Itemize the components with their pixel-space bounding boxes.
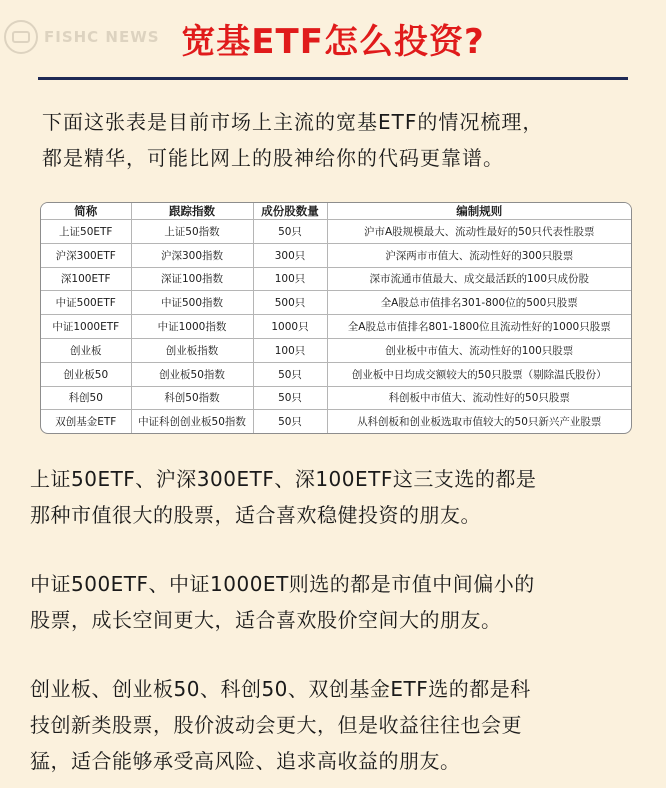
cell-tracking-index: 创业板指数 <box>131 338 253 362</box>
paragraph-line: 那种市值很大的股票，适合喜欢稳健投资的朋友。 <box>30 503 481 527</box>
header-tracking-index: 跟踪指数 <box>131 203 253 220</box>
cell-short-name: 沪深300ETF <box>41 243 131 267</box>
cell-constituent-count: 50只 <box>253 386 327 410</box>
cell-constituent-count: 50只 <box>253 220 327 244</box>
table-row <box>41 410 631 433</box>
paragraph-line: 技创新类股票，股价波动会更大，但是收益往往也会更 <box>30 713 522 737</box>
table-header-row <box>41 203 631 220</box>
cell-short-name: 创业板50 <box>41 362 131 386</box>
cell-constituent-count: 500只 <box>253 291 327 315</box>
cell-tracking-index: 上证50指数 <box>131 220 253 244</box>
cell-tracking-index: 中证科创创业板50指数 <box>131 410 253 433</box>
intro-text <box>42 104 632 176</box>
cell-tracking-index: 深证100指数 <box>131 267 253 291</box>
cell-tracking-index: 中证500指数 <box>131 291 253 315</box>
cell-short-name: 上证50ETF <box>41 220 131 244</box>
cell-short-name: 科创50 <box>41 386 131 410</box>
table-row <box>41 362 631 386</box>
header-compilation-rules: 编制规则 <box>327 203 631 220</box>
etf-table <box>40 202 632 434</box>
table-row <box>41 291 631 315</box>
cell-compilation-rule: 全A股总市值排名301-800位的500只股票 <box>327 291 631 315</box>
paragraph-line: 创业板、创业板50、科创50、双创基金ETF选的都是科 <box>30 677 531 701</box>
cell-compilation-rule: 从科创板和创业板选取市值较大的50只新兴产业股票 <box>327 410 631 433</box>
watermark-text: FISHC NEWS <box>44 28 160 46</box>
paragraph-line: 上证50ETF、沪深300ETF、深100ETF这三支选的都是 <box>30 467 537 491</box>
cell-short-name: 深100ETF <box>41 267 131 291</box>
paragraph-line: 猛，适合能够承受高风险、追求高收益的朋友。 <box>30 749 461 773</box>
cell-tracking-index: 创业板50指数 <box>131 362 253 386</box>
cell-constituent-count: 300只 <box>253 243 327 267</box>
paragraph-line: 中证500ETF、中证1000ET则选的都是市值中间偏小的 <box>30 572 535 596</box>
cell-compilation-rule: 沪深两市市值大、流动性好的300只股票 <box>327 243 631 267</box>
header-constituent-count: 成份股数量 <box>253 203 327 220</box>
page-title: 宽基ETF怎么投资? <box>181 22 485 62</box>
cell-tracking-index: 中证1000指数 <box>131 315 253 339</box>
cell-compilation-rule: 全A股总市值排名801-1800位且流动性好的1000只股票 <box>327 315 631 339</box>
cell-compilation-rule: 科创板中市值大、流动性好的50只股票 <box>327 386 631 410</box>
cell-constituent-count: 50只 <box>253 410 327 433</box>
paragraph-line: 股票，成长空间更大，适合喜欢股价空间大的朋友。 <box>30 608 502 632</box>
table-row <box>41 386 631 410</box>
cell-tracking-index: 科创50指数 <box>131 386 253 410</box>
header-short-name: 简称 <box>41 203 131 220</box>
intro-line: 下面这张表是目前市场上主流的宽基ETF的情况梳理， <box>42 110 544 134</box>
cell-compilation-rule: 创业板中日均成交额较大的50只股票（剔除温氏股份） <box>327 362 631 386</box>
table-row <box>41 338 631 362</box>
cell-constituent-count: 100只 <box>253 338 327 362</box>
cell-compilation-rule: 创业板中市值大、流动性好的100只股票 <box>327 338 631 362</box>
title-divider <box>38 77 628 80</box>
cell-short-name: 双创基金ETF <box>41 410 131 433</box>
intro-line: 都是精华，可能比网上的股神给你的代码更靠谱。 <box>42 146 504 170</box>
paragraph-mid-small-cap <box>30 566 640 638</box>
cell-constituent-count: 50只 <box>253 362 327 386</box>
table-row <box>41 220 631 244</box>
table-row <box>41 243 631 267</box>
cell-short-name: 中证500ETF <box>41 291 131 315</box>
paragraph-large-cap <box>30 461 640 533</box>
table-row <box>41 267 631 291</box>
cell-short-name: 中证1000ETF <box>41 315 131 339</box>
cell-constituent-count: 1000只 <box>253 315 327 339</box>
cell-tracking-index: 沪深300指数 <box>131 243 253 267</box>
paragraph-tech-innovation <box>30 671 640 779</box>
cell-compilation-rule: 深市流通市值最大、成交最活跃的100只成份股 <box>327 267 631 291</box>
table-row <box>41 315 631 339</box>
cell-constituent-count: 100只 <box>253 267 327 291</box>
cell-compilation-rule: 沪市A股规模最大、流动性最好的50只代表性股票 <box>327 220 631 244</box>
cell-short-name: 创业板 <box>41 338 131 362</box>
